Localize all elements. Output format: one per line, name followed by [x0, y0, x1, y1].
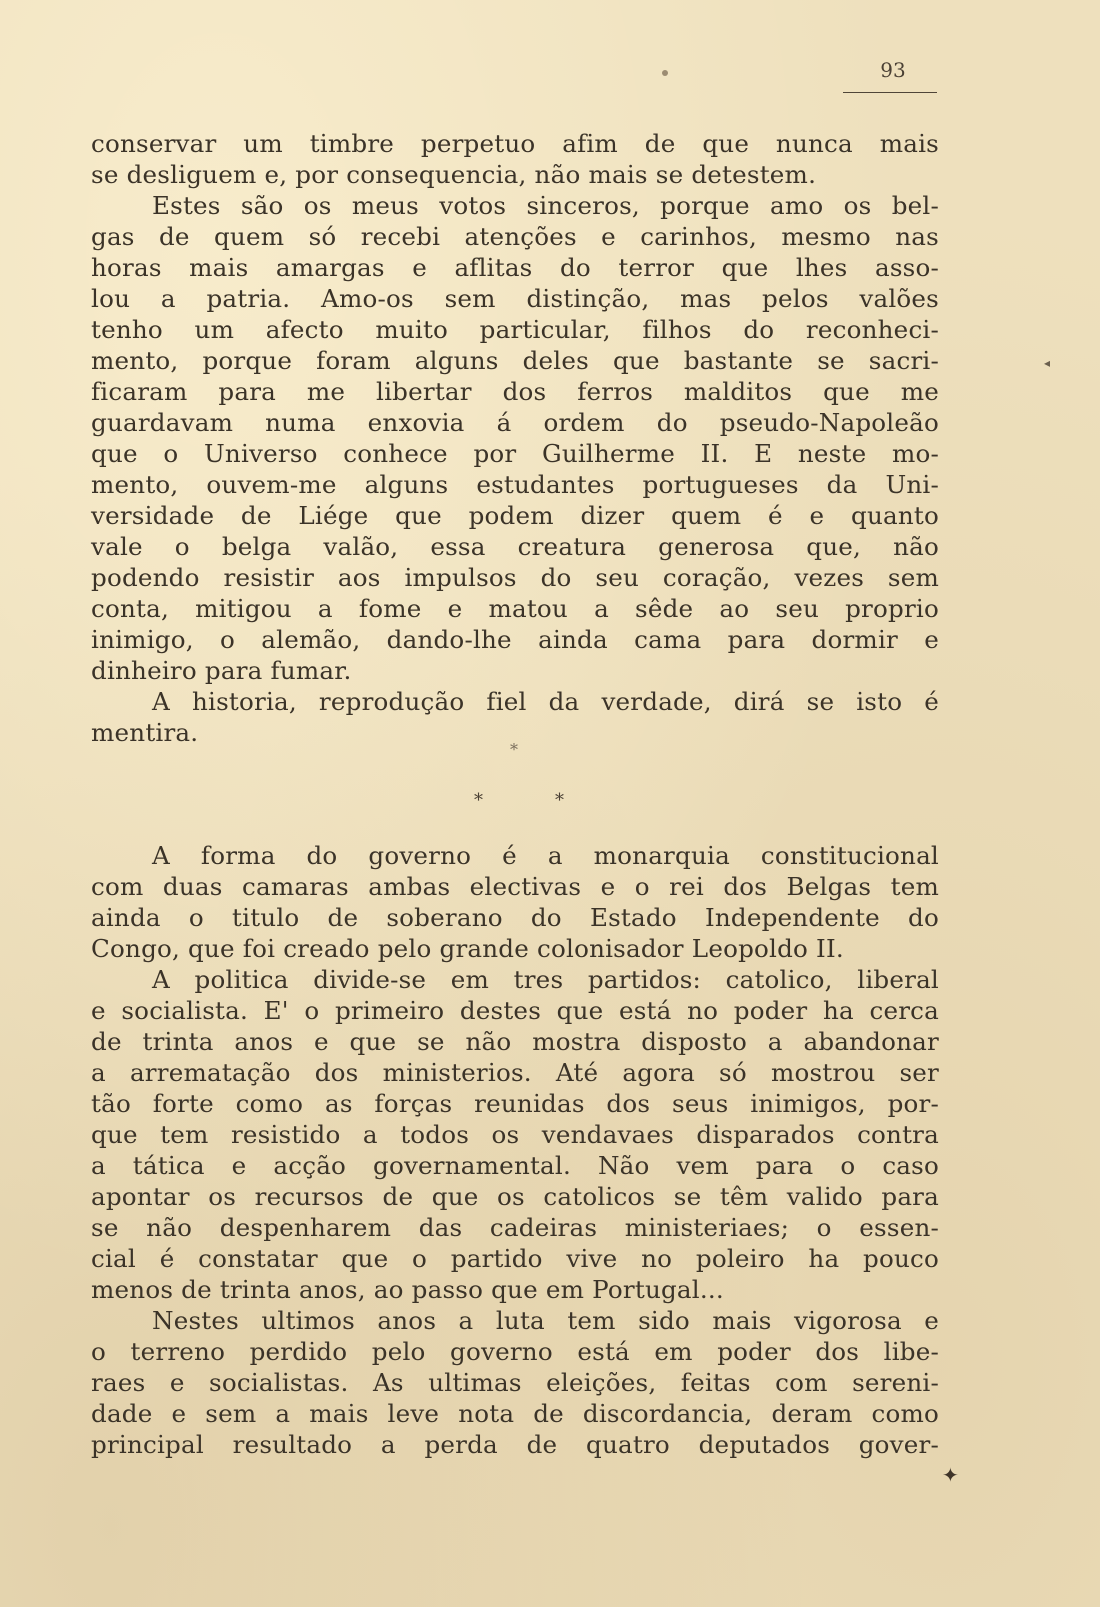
text-line: mento, ouvem-me alguns estudantes portugueses da Uni-	[91, 470, 939, 499]
text-line: a arrematação dos ministerios. Até agora só mostrou ser	[91, 1058, 939, 1087]
text-line: mento, porque foram alguns deles que bastante se sacri-	[91, 346, 939, 375]
text-line: vale o belga valão, essa creatura generosa que, não	[91, 532, 939, 561]
text-line: principal resultado a perda de quatro deputados gover-	[91, 1430, 939, 1459]
text-line: o terreno perdido pelo governo está em poder dos libe-	[91, 1337, 939, 1366]
text-line: se não despenharem das cadeiras ministeriaes; o essen-	[91, 1213, 939, 1242]
text-line: a tática e acção governamental. Não vem para o caso	[91, 1151, 939, 1180]
text-line: apontar os recursos de que os catolicos se têm valido para	[91, 1182, 939, 1211]
text-section-before-separator	[91, 128, 939, 748]
header-rule	[843, 92, 937, 93]
paragraph-first-line: A politica divide-se em tres partidos: catolico, liberal	[152, 965, 939, 994]
text-line: Congo, que foi creado pelo grande colonisador Leopoldo II.	[91, 934, 844, 963]
margin-speck: ◂	[1044, 356, 1051, 370]
text-line: dinheiro para fumar.	[91, 656, 352, 685]
text-line: com duas camaras ambas electivas e o rei dos Belgas tem	[91, 872, 939, 901]
text-line: cial é constatar que o partido vive no poleiro ha pouco	[91, 1244, 939, 1273]
text-line: conservar um timbre perpetuo afim de que nunca mais	[91, 129, 939, 158]
text-line: tenho um afecto muito particular, filhos do reconheci-	[91, 315, 939, 344]
separator-asterisk-top: *	[510, 740, 518, 759]
text-line: horas mais amargas e aflitas do terror que lhes asso-	[91, 253, 939, 282]
text-line: versidade de Liége que podem dizer quem é e quanto	[91, 501, 939, 530]
text-section-after-separator	[91, 840, 939, 1460]
text-line: que o Universo conhece por Guilherme II. E neste mo-	[91, 439, 939, 468]
text-line: raes e socialistas. As ultimas eleições, feitas com sereni-	[91, 1368, 939, 1397]
text-line: lou a patria. Amo-os sem distinção, mas pelos valões	[91, 284, 939, 313]
text-line: tão forte como as forças reunidas dos seus inimigos, por-	[91, 1089, 939, 1118]
separator-asterisk-right: *	[555, 790, 564, 811]
text-line: dade e sem a mais leve nota de discordancia, deram como	[91, 1399, 939, 1428]
text-line: gas de quem só recebi atenções e carinhos, mesmo nas	[91, 222, 939, 251]
paragraph-first-line: A forma do governo é a monarquia constitucional	[152, 841, 939, 870]
text-line: menos de trinta anos, ao passo que em Portugal...	[91, 1275, 724, 1304]
text-line: se desliguem e, por consequencia, não mais se detestem.	[91, 160, 817, 189]
text-line: de trinta anos e que se não mostra disposto a abandonar	[91, 1027, 939, 1056]
text-line: ainda o titulo de soberano do Estado Independente do	[91, 903, 939, 932]
paragraph-first-line: Nestes ultimos anos a luta tem sido mais vigorosa e	[152, 1306, 939, 1335]
text-line: inimigo, o alemão, dando-lhe ainda cama para dormir e	[91, 625, 939, 654]
page-number: 93	[880, 58, 906, 82]
text-line: conta, mitigou a fome e matou a sêde ao seu proprio	[91, 594, 939, 623]
text-line: ficaram para me libertar dos ferros malditos que me	[91, 377, 939, 406]
ink-speck	[662, 70, 668, 76]
paragraph-first-line: Estes são os meus votos sinceros, porque amo os bel-	[152, 191, 939, 220]
text-line: e socialista. E' o primeiro destes que está no poder ha cerca	[91, 996, 939, 1025]
paragraph-first-line: A historia, reprodução fiel da verdade, dirá se isto é	[152, 687, 939, 716]
text-line: guardavam numa enxovia á ordem do pseudo-Napoleão	[91, 408, 939, 437]
section-separator	[474, 790, 564, 811]
fleuron-mark: ✦	[942, 1463, 959, 1487]
separator-asterisk-left: *	[474, 790, 483, 811]
text-line: que tem resistido a todos os vendavaes disparados contra	[91, 1120, 939, 1149]
text-line: mentira.	[91, 718, 199, 747]
text-line: podendo resistir aos impulsos do seu coração, vezes sem	[91, 563, 939, 592]
